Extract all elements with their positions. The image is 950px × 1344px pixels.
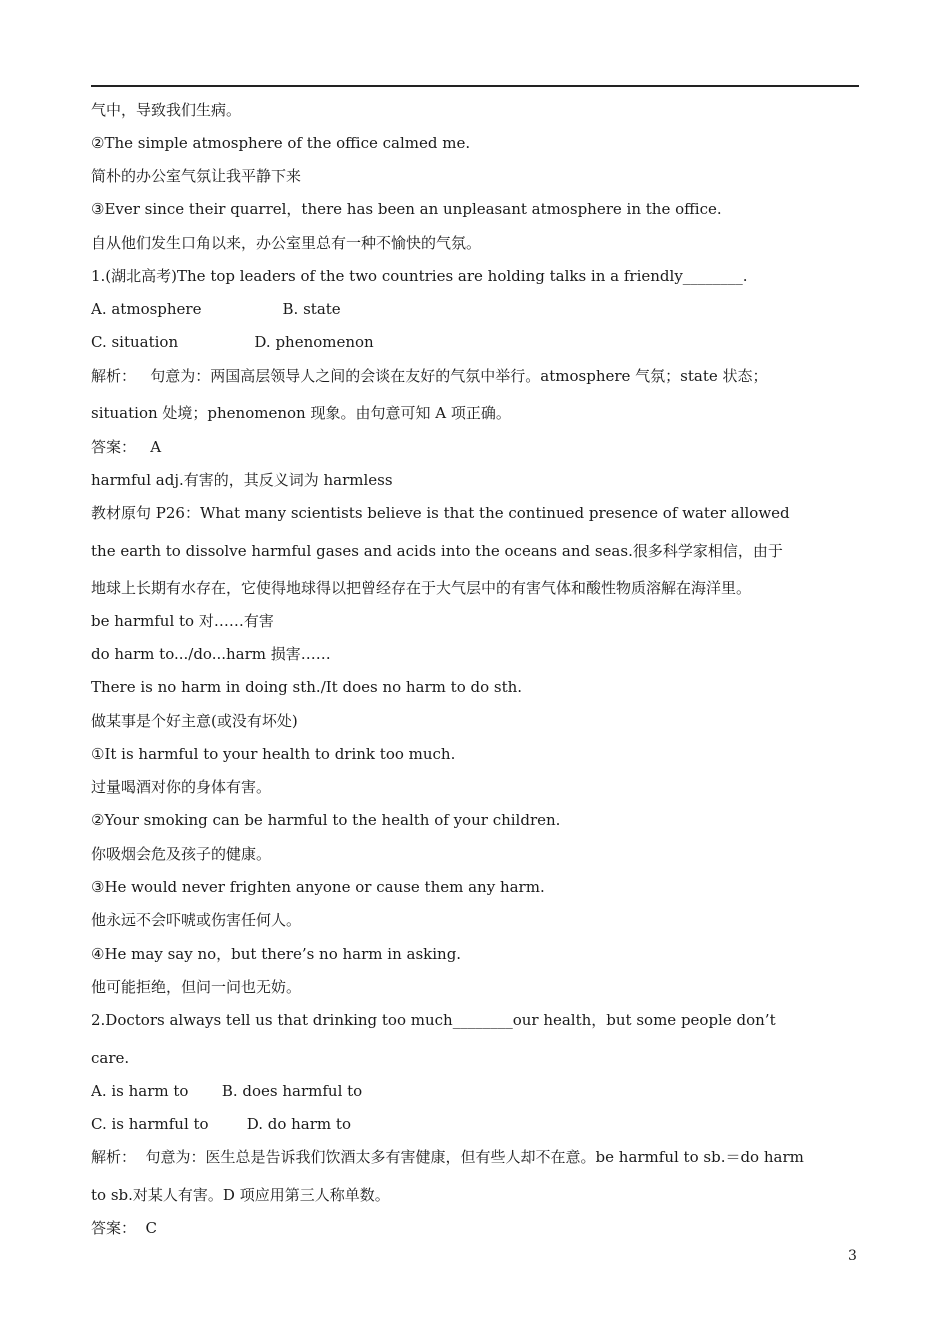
text-line: harmful adj.有害的，其反义词为 harmless [91, 471, 393, 489]
analysis-line: 解析： 句意为：两国高层领导人之间的会谈在友好的气氛中举行。atmosphere 气氛；state 状态； [91, 367, 768, 385]
analysis-line: 解析： 句意为：医生总是告诉我们饮酒太多有害健康，但有些人却不在意。be harmful to sb.＝do harm [91, 1148, 804, 1166]
text-line: be harmful to 对……有害 [91, 612, 274, 630]
text-line: 过量喝酒对你的身体有害。 [91, 778, 272, 796]
text-line: ③He would never frighten anyone or cause them any harm. [91, 878, 545, 896]
option-line: C. situation D. phenomenon [91, 333, 374, 351]
text-line: ②Your smoking can be harmful to the health of your children. [91, 811, 561, 829]
analysis-line: to sb.对某人有害。D 项应用第三人称单数。 [91, 1186, 390, 1204]
text-line: 他可能拒绝，但问一问也无妨。 [91, 978, 302, 996]
text-line: ④He may say no，but there’s no harm in asking. [91, 945, 462, 963]
analysis-line: situation 处境；phenomenon 现象。由句意可知 A 项正确。 [91, 404, 511, 422]
text-line: 简朴的办公室气氛让我平静下来 [91, 167, 302, 185]
text-line: ①It is harmful to your health to drink too much. [91, 745, 456, 763]
question-2: 2.Doctors always tell us that drinking too much________our health，but some people don’t [91, 1011, 776, 1029]
text-line: ③Ever since their quarrel，there has been an unpleasant atmosphere in the office. [91, 200, 722, 218]
text-line: 他永远不会吓唬或伤害任何人。 [91, 911, 302, 929]
text-line: do harm to.../do...harm 损害…… [91, 645, 331, 663]
answer-line: 答案： C [91, 1219, 158, 1237]
text-line: 你吸烟会危及孩子的健康。 [91, 845, 272, 863]
text-line: 气中，导致我们生病。 [91, 101, 242, 119]
option-line: A. atmosphere B. state [91, 300, 341, 318]
text-line: care. [91, 1049, 130, 1067]
text-line: There is no harm in doing sth./It does no harm to do sth. [91, 678, 523, 696]
text-line: the earth to dissolve harmful gases and acids into the oceans and seas.很多科学家相信，由于 [91, 542, 783, 560]
option-line: A. is harm to B. does harmful to [91, 1082, 363, 1100]
question-1: 1.(湖北高考)The top leaders of the two countries are holding talks in a friendly________. [91, 267, 748, 285]
option-line: C. is harmful to D. do harm to [91, 1115, 351, 1133]
answer-line: 答案： A [91, 438, 162, 456]
text-line: 自从他们发生口角以来，办公室里总有一种不愉快的气氛。 [91, 234, 482, 252]
text-line: 地球上长期有水存在，它使得地球得以把曾经存在于大气层中的有害气体和酸性物质溶解在海洋里。 [91, 579, 752, 597]
text-line: 教材原句 P26：What many scientists believe is that the continued presence of water allowed [91, 504, 790, 522]
page-number: 3 [848, 1248, 857, 1264]
text-line: ②The simple atmosphere of the office calmed me. [91, 134, 471, 152]
text-line: 做某事是个好主意(或没有坏处) [91, 712, 298, 730]
header-rule [91, 85, 859, 87]
